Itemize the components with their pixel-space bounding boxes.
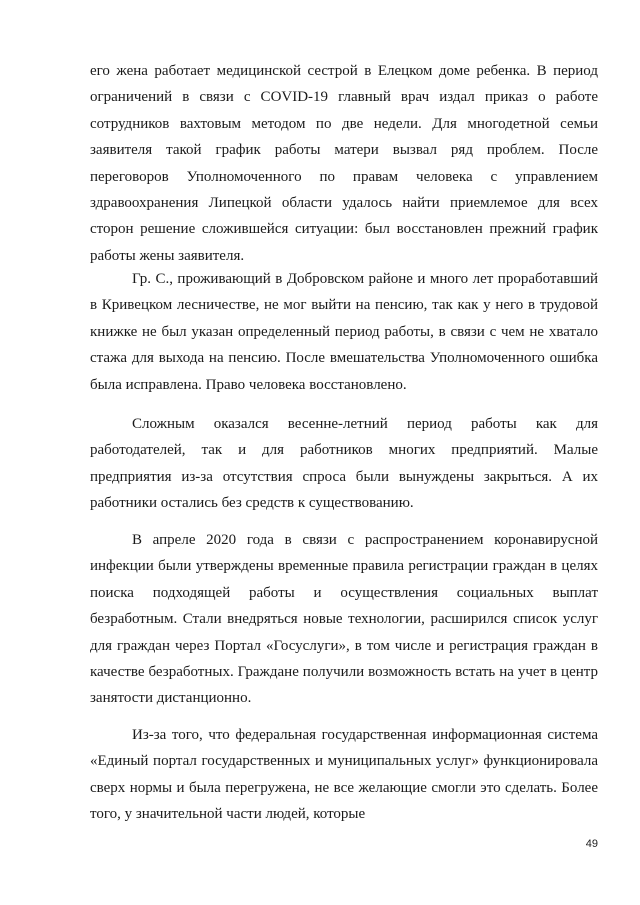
paragraph-3: Сложным оказался весенне-летний период работы как для работодателей, так и для работников многих предприятий. Малые предприятия из-за отсутствия спроса были вынуждены закрыться. А их работники остались без средств к существованию.	[90, 416, 598, 512]
paragraph-2: Гр. С., проживающий в Добровском районе и много лет проработавший в Кривецком лесничестве, не мог выйти на пенсию, так как у него в трудовой книжке не был указан определенный период работы, в связи с чем не хватало стажа для выхода на пенсию. После вмешательства Уполномоченного ошибка была исправлена. Право человека восстановлено.	[90, 271, 598, 393]
page-number: 49	[585, 838, 598, 850]
paragraph-5: Из-за того, что федеральная государственная информационная система «Единый портал государственных и муниципальных услуг» функционировала сверх нормы и была перегружена, не все желающие смогли это сделать. Более того, у значительной части людей, которые	[90, 727, 598, 823]
paragraph-1: его жена работает медицинской сестрой в Елецком доме ребенка. В период ограничений в связи с COVID-19 главный врач издал приказ о работе сотрудников вахтовым методом по две недели. Для многодетной семьи заявителя такой график работы матери вызвал ряд проблем. После переговоров Уполномоченного по правам человека с управлением здравоохранения Липецкой области удалось найти приемлемое для всех сторон решение сложившейся ситуации: был восстановлен прежний график работы жены заявителя.	[90, 63, 598, 264]
paragraph-4: В апреле 2020 года в связи с распространением коронавирусной инфекции были утверждены временные правила регистрации граждан в целях поиска подходящей работы и осуществления социальных выплат безработным. Стали внедряться новые технологии, расширился список услуг для граждан через Портал «Госуслуги», в том числе и регистрация граждан в качестве безработных. Граждане получили возможность встать на учет в центр занятости дистанционно.	[90, 532, 598, 707]
